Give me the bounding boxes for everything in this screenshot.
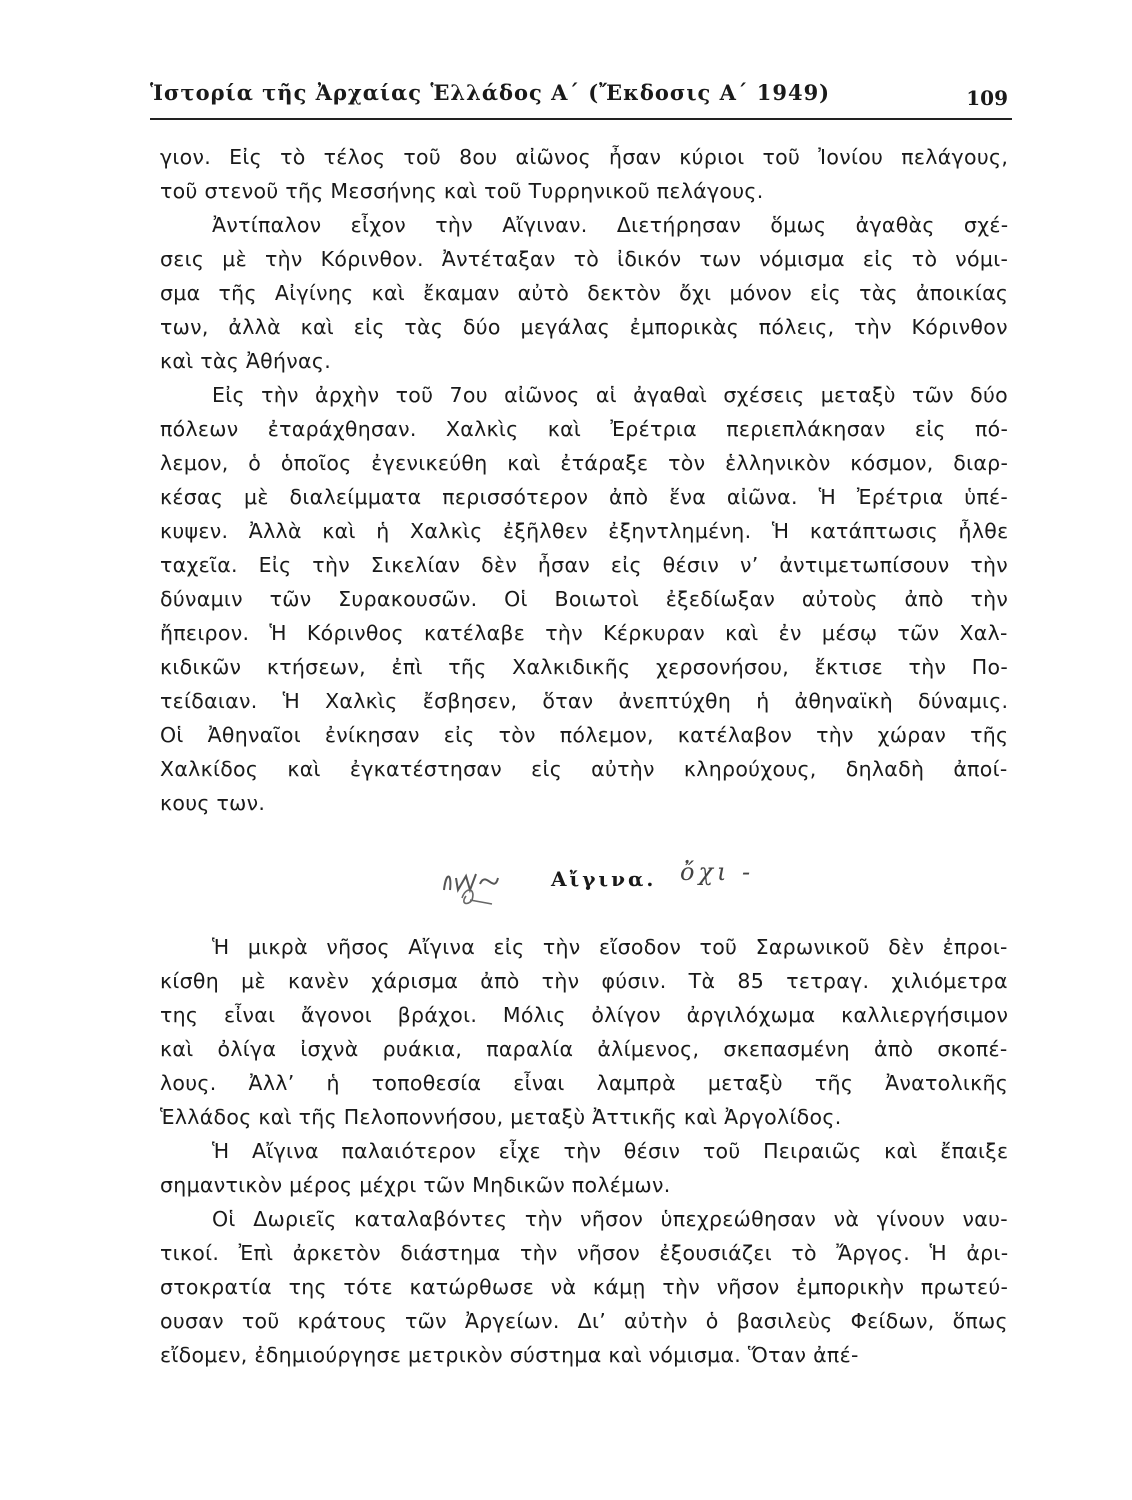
text-line: ουσαν τοῦ κράτους τῶν Ἀργείων. Δι’ αὐτὴν ὁ βασιλεὺς Φείδων, ὅπως <box>160 1309 1008 1333</box>
text-line: των, ἀλλὰ καὶ εἰς τὰς δύο μεγάλας ἐμπορικὰς πόλεις, τὴν Κόρινθον <box>160 315 1008 339</box>
text-line: σεις μὲ τὴν Κόρινθον. Ἀντέταξαν τὸ ἰδικόν των νόμισμα εἰς τὸ νόμι- <box>160 247 1009 271</box>
text-line: πόλεων ἐταράχθησαν. Χαλκὶς καὶ Ἐρέτρια περιεπλάκησαν εἰς πό- <box>160 417 1009 441</box>
header-title: Ἱστορία τῆς Ἀρχαίας Ἑλλάδος Α΄ (Ἔκδοσις Α΄ 1949) <box>150 80 831 105</box>
text-line: κυψεν. Ἀλλὰ καὶ ἡ Χαλκὶς ἐξῆλθεν ἐξηντλημένη. Ἡ κατάπτωσις ἦλθε <box>160 519 1009 543</box>
text-line: κίσθη μὲ κανὲν χάρισμα ἀπὸ τὴν φύσιν. Τὰ 85 τετραγ. χιλιόμετρα <box>160 969 1008 993</box>
text-line: ταχεῖα. Εἰς τὴν Σικελίαν δὲν ἦσαν εἰς θέσιν ν’ ἀντιμετωπίσουν τὴν <box>160 553 1009 577</box>
text-line: τικοί. Ἐπὶ ἀρκετὸν διάστημα τὴν νῆσον ἐξουσιάζει τὸ Ἄργος. Ἡ ἀρι- <box>160 1241 1009 1265</box>
text-line: γιον. Εἰς τὸ τέλος τοῦ 8ου αἰῶνος ἦσαν κύριοι τοῦ Ἰονίου πελάγους, <box>160 145 1009 169</box>
section-heading: Αἴγινα. <box>551 867 657 891</box>
text-line: κιδικῶν κτήσεων, ἐπὶ τῆς Χαλκιδικῆς χερσονήσου, ἔκτισε τὴν Πο- <box>160 655 1009 679</box>
text-line: Οἱ Δωριεῖς καταλαβόντες τὴν νῆσον ὑπεχρεώθησαν νὰ γίνουν ναυ- <box>212 1207 1008 1231</box>
paragraph <box>160 930 1012 1134</box>
text-line: Ἑλλάδος καὶ τῆς Πελοποννήσου, μεταξὺ Ἀττικῆς καὶ Ἀργολίδος. <box>160 1105 842 1129</box>
text-line: καὶ ὀλίγα ἰσχνὰ ρυάκια, παραλία ἀλίμενος, σκεπασμένη ἀπὸ σκοπέ- <box>160 1037 1008 1061</box>
text-line: Ἡ Αἴγινα παλαιότερον εἶχε τὴν θέσιν τοῦ Πειραιῶς καὶ ἔπαιξε <box>212 1139 1009 1163</box>
body-text-top <box>160 140 1012 820</box>
text-line: κέσας μὲ διαλείμματα περισσότερον ἀπὸ ἕνα αἰῶνα. Ἡ Ἐρέτρια ὑπέ- <box>160 485 1009 509</box>
paragraph <box>160 1134 1012 1202</box>
paragraph <box>160 208 1012 378</box>
body-text-bottom <box>160 930 1012 1372</box>
text-line: Χαλκίδος καὶ ἐγκατέστησαν εἰς αὐτὴν κληρούχους, δηλαδὴ ἀποί- <box>160 757 1008 781</box>
text-line: σημαντικὸν μέρος μέχρι τῶν Μηδικῶν πολέμων. <box>160 1173 671 1197</box>
text-line: δύναμιν τῶν Συρακουσῶν. Οἱ Βοιωτοὶ ἐξεδίωξαν αὐτοὺς ἀπὸ τὴν <box>160 587 1009 611</box>
text-line: τοῦ στενοῦ τῆς Μεσσήνης καὶ τοῦ Τυρρηνικοῦ πελάγους. <box>160 179 764 203</box>
handwritten-scribble-icon <box>436 860 516 910</box>
text-line: Ἀντίπαλον εἶχον τὴν Αἴγιναν. Διετήρησαν ὅμως ἀγαθὰς σχέ- <box>212 213 1009 237</box>
text-line: εἴδομεν, ἐδημιούργησε μετρικὸν σύστημα καὶ νόμισμα. Ὅταν ἀπέ- <box>160 1343 859 1367</box>
text-line: τείδαιαν. Ἡ Χαλκὶς ἔσβησεν, ὅταν ἀνεπτύχθη ἡ ἀθηναϊκὴ δύναμις. <box>160 689 1009 713</box>
text-line: ἤπειρον. Ἡ Κόρινθος κατέλαβε τὴν Κέρκυραν καὶ ἐν μέσῳ τῶν Χαλ- <box>160 621 1008 645</box>
paragraph <box>160 378 1012 820</box>
text-line: Εἰς τὴν ἀρχὴν τοῦ 7ου αἰῶνος αἱ ἀγαθαὶ σχέσεις μεταξὺ τῶν δύο <box>212 383 1009 407</box>
text-line: κους των. <box>160 791 266 815</box>
running-header <box>150 68 1012 120</box>
text-line: στοκρατία της τότε κατώρθωσε νὰ κάμῃ τὴν νῆσον ἐμπορικὴν πρωτεύ- <box>160 1275 1009 1299</box>
text-line: σμα τῆς Αἰγίνης καὶ ἔκαμαν αὐτὸ δεκτὸν ὄχι μόνον εἰς τὰς ἀποικίας <box>160 281 1009 305</box>
paragraph <box>160 140 1012 208</box>
text-line: Οἱ Ἀθηναῖοι ἐνίκησαν εἰς τὸν πόλεμον, κατέλαβον τὴν χώραν τῆς <box>160 723 1009 747</box>
text-line: λεμον, ὁ ὁποῖος ἐγενικεύθη καὶ ἐτάραξε τὸν ἑλληνικὸν κόσμον, διαρ- <box>160 451 1009 475</box>
text-line: καὶ τὰς Ἀθήνας. <box>160 349 332 373</box>
page-number: 109 <box>966 86 1008 110</box>
handwritten-note: ὄχι - <box>680 858 755 886</box>
text-line: λους. Ἀλλ’ ἡ τοποθεσία εἶναι λαμπρὰ μεταξὺ τῆς Ἀνατολικῆς <box>160 1071 1009 1095</box>
paragraph <box>160 1202 1012 1372</box>
text-line: Ἡ μικρὰ νῆσος Αἴγινα εἰς τὴν εἴσοδον τοῦ Σαρωνικοῦ δὲν ἐπροι- <box>212 935 1008 959</box>
text-line: της εἶναι ἄγονοι βράχοι. Μόλις ὀλίγον ἀργιλόχωμα καλλιεργήσιμον <box>160 1003 1009 1027</box>
